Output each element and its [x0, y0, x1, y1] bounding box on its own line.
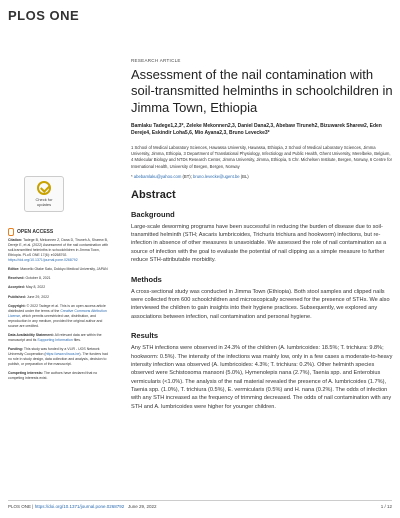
- section-heading-results: Results: [131, 331, 159, 341]
- author-list: Bamlaku Tadege1,2,3*, Zeleke Mekonnen2,3, Daniel Dana2,3, Abebaw Tiruneh2, Bizuwarek Sharew2, Eden Dereje4, Eskindir Loha5,6, Mio Ayana2,3, Bruno Levecke3*: [131, 122, 382, 136]
- section-heading-background: Background: [131, 209, 175, 219]
- data-availability: Data Availability Statement: All relevant data are within the manuscript and its Supporting Information files.: [8, 332, 102, 342]
- footer-date: June 29, 2022: [128, 504, 157, 509]
- citation-doi-link[interactable]: https://doi.org/10.1371/journal.pone.0268792: [8, 258, 78, 263]
- funder-link[interactable]: https://www.vliruos.be: [45, 352, 80, 357]
- funding: Funding: This study was funded by a VLIR - UOS Network University Cooperation (https://www.vliruos.be). The funders had no role in study design, data collection and analysis, decision to publish, or preparation of the manuscript.: [8, 347, 108, 367]
- badge-line1: Check for: [35, 197, 53, 202]
- editor: Editor: Marcello Otake Sato, Dokkyo Medical University, JAPAN: [8, 267, 108, 272]
- section-text-results: Any STH infections were observed in 24.3% of the children (A. lumbricoides: 18.5%; T. trichiura: 9.8%; hookworm: 0.5%). The intensity of the infections was mainly low, only in a few cases a moderate-to-heavy intensity infection was observed (A. lumbricoides: 4.3%; T. trichiura: 0.2%). Other helminth species observed were Schistosoma mansoni (5.0%), Hymenolepis nana (2.7%), Taenia spp. and Enterobius vermicularis (<1.0%). The analysis of the nail material revealed the presence of A. lumbricoides (1.7%), Taenia spp. (1.0%), T. trichiura (0.5%), E. vermicularis (0.5%) and H. nana (0.2%). The odds of infection with any STH increased as the frequency of trimming decreased. The odds of nail contamination with any STH and A. lumbricoides were higher for younger children.: [131, 345, 393, 410]
- page-footer: [8, 504, 392, 509]
- footer-left: PLOS ONE | https://doi.org/10.1371/journal.pone.0268792 June 29, 2022: [8, 504, 157, 509]
- page-number: 1 / 12: [380, 504, 392, 509]
- email-link-1[interactable]: abebamlaku@yahoo.com: [133, 173, 182, 179]
- published-date: Published: June 29, 2022: [8, 294, 50, 299]
- citation: Citation: Tadege B, Mekonnen Z, Dana D, Tiruneh A, Sharew B, Dereje E, et al. (2022) Assessment of the nail contamination with soil-transmitted helminths in schoolchildren in Jimma Town, Ethiopia. PLoS ONE 17(6): e0268792. https://doi.org/10.1371/journal.pone.0268792: [8, 238, 109, 263]
- received-date: Received: October 8, 2021: [8, 276, 51, 281]
- article-sidebar: [8, 238, 112, 385]
- corresponding-emails: * abebamlaku@yahoo.com (BT); bruno.levecke@ugent.be (BL): [131, 173, 249, 179]
- accepted-date: Accepted: May 8, 2022: [8, 285, 46, 290]
- open-access-label: [8, 228, 53, 236]
- affiliations: 1 School of Medical Laboratory Sciences, Hawassa University, Hawassa, Ethiopia, 2 School of Medical Laboratory Sciences, Jimma University, Jimma, Ethiopia, 3 Department of Translational Physiology, Infectiology and Public Health, Ghent University, Merelbeke, Belgium, 4 Molecular Biology and NTDs Research Center, Jimma University, Jimma, Ethiopia, 5 Chr. Michelsen Institute, Bergen, Norway, 6 Centre for International Health, University of Bergen, Bergen, Norway: [131, 145, 392, 169]
- section-text-methods: A cross-sectional study was conducted in Jimma Town (Ethiopia). Both stool samples and clipped nails were collected from 600 schoolchildren and microscopically screened for the presence of STHs. We also interviewed the children to gain insights into their hygiene practices. Subsequently, we explored any associations between infection, nail contamination and personal hygiene.: [131, 288, 390, 320]
- supporting-info-link[interactable]: Supporting Information: [37, 337, 73, 342]
- badge-line2: updates: [36, 202, 52, 207]
- license-link[interactable]: Creative Commons Attribution License: [8, 308, 107, 318]
- abstract-heading: Abstract: [131, 188, 176, 201]
- open-lock-icon: [8, 228, 14, 236]
- competing-interests: Competing interests: The authors have declared that no competing interests exist.: [8, 371, 98, 381]
- article-title: Assessment of the nail contamination with soil-transmitted helminths in schoolchildren in Jimma Town, Ethiopia: [131, 67, 393, 115]
- article-main: [131, 58, 393, 421]
- journal-logo: [8, 8, 79, 23]
- section-heading-methods: Methods: [131, 274, 162, 284]
- check-updates-icon: [37, 181, 51, 195]
- journal-logo-one: ONE: [45, 8, 80, 23]
- footer-doi-link[interactable]: https://doi.org/10.1371/journal.pone.0268792: [34, 504, 125, 509]
- footer-divider: [8, 500, 392, 501]
- section-text-background: Large-scale deworming programs have been successful in reducing the burden of disease due to soil-transmitted helminth (STH; Ascaris lumbricoides, Trichuris trichiura and hookworm) infections, but re-infection in absence of other measures is unavoidable. We assessed the role of nail contamination as a source of infection with the goal to evaluate the potential of nail clipping as a simple measure to further reduce STH-attributable morbidity.: [131, 223, 387, 264]
- check-for-updates-badge[interactable]: [24, 176, 66, 212]
- copyright: Copyright: © 2022 Tadege et al. This is an open access article distributed under the terms of the Creative Commons Attribution License, which permits unrestricted use, distribution, and reproduction in any medium, provided the original author and source are credited.: [8, 303, 107, 328]
- journal-logo-plos: PLOS: [8, 8, 46, 23]
- article-type: RESEARCH ARTICLE: [131, 58, 181, 63]
- email-link-2[interactable]: bruno.levecke@ugent.be: [193, 173, 240, 179]
- open-access-text: OPEN ACCESS: [17, 229, 54, 235]
